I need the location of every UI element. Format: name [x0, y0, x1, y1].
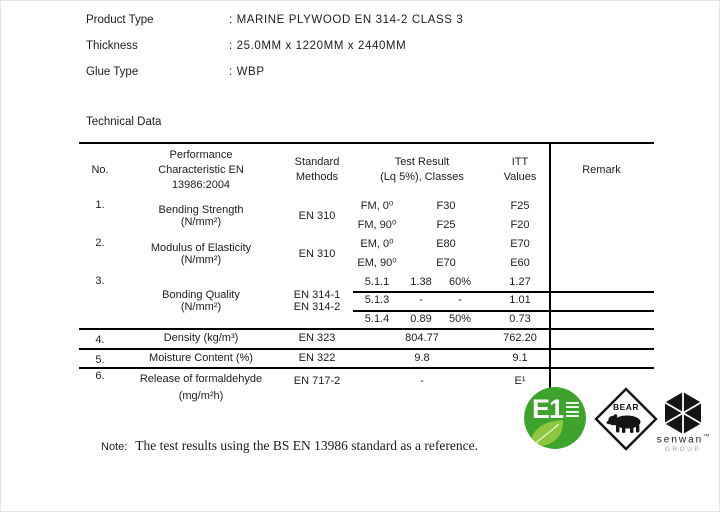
table-header-row: [79, 145, 654, 195]
senwan-group-label: GROUP: [664, 446, 702, 453]
glue-type-label: Glue Type: [86, 66, 139, 78]
row-method: EN 314-1 EN 314-2: [293, 288, 341, 313]
row-number: 2.: [95, 237, 105, 249]
row-number: 5.: [95, 354, 105, 366]
table-row: [79, 349, 654, 367]
row-method: EN 310: [298, 248, 336, 260]
row-characteristic: Release of formaldehyde (mg/m²h): [139, 373, 263, 402]
table-row: [79, 329, 654, 348]
row-remark: [549, 273, 654, 328]
row-test-results: EM, 0⁰ E80 EM, 90⁰ E70: [357, 238, 456, 269]
row-itt-values: 762.20: [503, 332, 537, 344]
table-row: [79, 273, 654, 328]
e1-formaldehyde-class-logo: [524, 387, 586, 449]
row-test-results: 5.1.1 1.38 60% 5.1.3 - - 5.1.4 0.89 50%: [364, 276, 472, 325]
row-itt-values: 9.1: [512, 352, 528, 364]
col-header-remark: Remark: [582, 163, 621, 176]
row-test-results: 9.8: [414, 352, 430, 364]
row-itt-values: E¹: [514, 375, 526, 387]
table-top-border: [79, 142, 654, 144]
row-itt-values: 1.27 1.01 0.73: [509, 276, 531, 325]
thickness-value: : 25.0MM x 1220MM x 2440MM: [229, 40, 407, 52]
row-method: EN 717-2: [293, 375, 341, 387]
row-characteristic: Moisture Content (%): [149, 352, 253, 364]
row-number: 6.: [95, 370, 105, 382]
thickness-label: Thickness: [86, 40, 138, 52]
glue-type-value: : WBP: [229, 66, 265, 78]
glue-type-row: [86, 66, 265, 78]
product-type-row: [86, 14, 463, 26]
row-characteristic: Modulus of Elasticity (N/mm²): [150, 242, 252, 266]
row-number: 4.: [95, 334, 105, 346]
senwan-hexagon-logo: [661, 390, 705, 436]
row-remark: [549, 235, 654, 273]
svg-text:BEAR: BEAR: [612, 402, 640, 412]
col-header-no: No.: [91, 163, 109, 176]
leaf-icon: [529, 418, 571, 448]
col-header-test-result: Test Result (Lq 5%), Classes: [380, 156, 464, 183]
row-test-results: 804.77: [405, 332, 439, 344]
product-type-value: : MARINE PLYWOOD EN 314-2 CLASS 3: [229, 14, 464, 26]
row-test-results: FM, 0⁰ F30 FM, 90⁰ F25: [357, 200, 456, 231]
col-header-itt: ITT Values: [503, 156, 537, 183]
thickness-row: [86, 40, 406, 52]
row-itt-values: F25 F20: [510, 200, 530, 231]
e1-label: E1: [532, 394, 564, 424]
section-title: Technical Data: [86, 116, 162, 128]
row-characteristic: Bonding Quality (N/mm²): [162, 288, 240, 313]
table-row: [79, 197, 654, 235]
e1-fine-print-lines: [566, 402, 579, 420]
row-number: 3.: [95, 275, 105, 287]
col-header-methods: Standard Methods: [294, 156, 340, 183]
senwan-brand-name: senwan™: [656, 434, 710, 446]
note-label: Note:: [101, 441, 128, 453]
row-test-results: -: [420, 375, 424, 387]
product-type-label: Product Type: [86, 14, 154, 26]
row-remark: [549, 329, 654, 349]
row-number: 1.: [95, 199, 105, 211]
row-method: EN 323: [298, 332, 336, 344]
row-remark: [549, 197, 654, 235]
row-method: EN 322: [298, 352, 336, 364]
trademark-symbol: ™: [703, 434, 710, 440]
note-text: The test results using the BS EN 13986 standard as a reference.: [135, 438, 478, 453]
row-characteristic: Density (kg/m³): [163, 332, 239, 344]
row-characteristic: Bending Strength (N/mm²): [158, 204, 244, 228]
row-method: EN 310: [298, 210, 336, 222]
row-itt-values: E70 E60: [510, 238, 530, 269]
row-remark: [549, 349, 654, 369]
footnote: [101, 437, 478, 455]
technical-data-table: [79, 142, 654, 408]
table-row: [79, 235, 654, 273]
col-header-characteristic: Performance Characteristic EN 13986:2004: [158, 148, 244, 191]
